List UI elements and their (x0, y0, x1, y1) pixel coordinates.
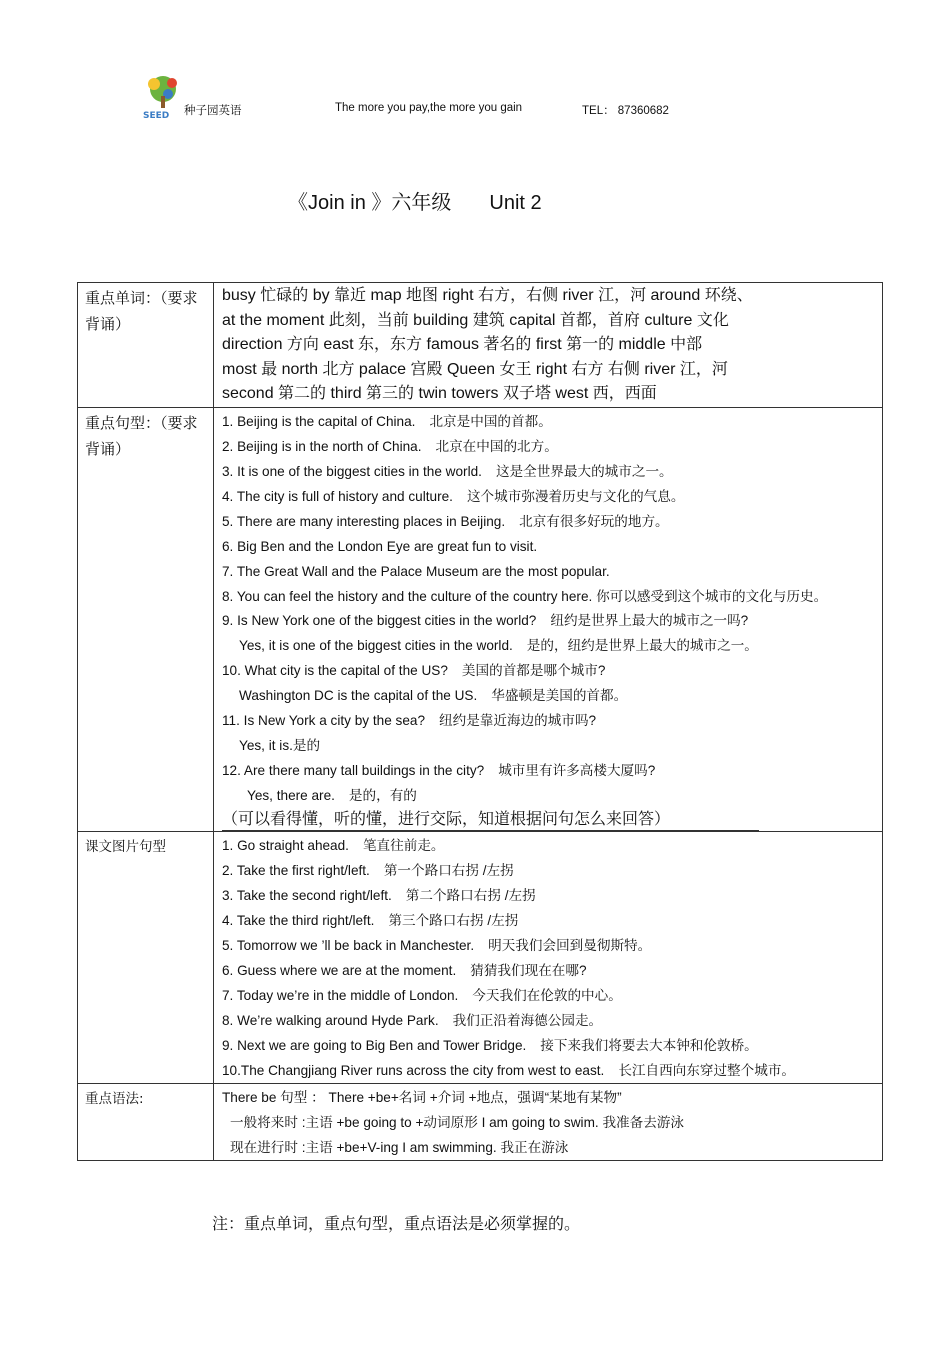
page-header (142, 72, 842, 120)
question-item: 12. Are there many tall buildings in the city? 城市里有许多高楼大厦吗? (222, 762, 656, 778)
picture-sentence: 10.The Changjiang River runs across the city from west to east. 长江自西向东穿过整个城市。 (222, 1062, 796, 1078)
grammar-line: 一般将来时 :主语 +be going to +动词原形 I am going to swim. 我准备去游泳 (230, 1114, 685, 1130)
vocab-line: at the moment 此刻，当前 building 建筑 capital 首都，首府 culture 文化 (222, 311, 729, 329)
sentence-item: 1. Beijing is the capital of China. 北京是中国的首都。 (222, 413, 552, 429)
vocab-label: 重点单词：（要求背诵） (78, 283, 214, 408)
sentence-item: 5. There are many interesting places in Beijing. 北京有很多好玩的地方。 (222, 513, 669, 529)
page-title (288, 186, 542, 215)
sentence-item: 4. The city is full of history and culture. 这个城市弥漫着历史与文化的气息。 (222, 488, 685, 504)
footnote: 注：重点单词，重点句型，重点语法是必须掌握的。 (212, 1214, 581, 1233)
vocab-line: busy 忙碌的 by 靠近 map 地图 right 右方，右侧 river 江，河 around 环绕、 (222, 287, 753, 304)
grammar-content (214, 1083, 883, 1160)
book-title: 《Join in 》六年级 (288, 192, 452, 214)
usage-note: （可以看得懂，听的懂，进行交际，知道根据问句怎么来回答） (222, 808, 759, 831)
vocab-line: second 第二的 third 第三的 twin towers 双子塔 west 西，西面 (222, 385, 657, 403)
telephone: TEL： 87360682 (582, 105, 669, 117)
pictures-row (78, 831, 883, 1083)
sentences-row (78, 407, 883, 831)
vocab-content (214, 283, 883, 408)
sentence-item: 3. It is one of the biggest cities in the world. 这是全世界最大的城市之一。 (222, 463, 673, 479)
pictures-label: 课文图片句型 (78, 831, 214, 1083)
sentence-item: 7. The Great Wall and the Palace Museum are the most popular. (222, 563, 610, 579)
picture-sentence: 7. Today we’re in the middle of London. 今天我们在伦敦的中心。 (222, 987, 622, 1003)
picture-sentence: 1. Go straight ahead. 笔直往前走。 (222, 837, 445, 853)
vocab-row (78, 283, 883, 408)
grammar-row (78, 1083, 883, 1160)
sentence-item: 8. You can feel the history and the culture of the country here. 你可以感受到这个城市的文化与历史。 (222, 588, 828, 604)
vocab-line: direction 方向 east 东，东方 famous 著名的 first 第一的 middle 中部 (222, 336, 703, 354)
picture-sentence: 8. We’re walking around Hyde Park. 我们正沿着海德公园走。 (222, 1012, 603, 1028)
picture-sentence: 6. Guess where we are at the moment. 猜猜我们现在在哪? (222, 962, 587, 978)
question-item: 9. Is New York one of the biggest cities in the world? 纽约是世界上最大的城市之一吗? (222, 612, 749, 628)
vocab-line: most 最 north 北方 palace 宫殿 Queen 女王 right 右方 右侧 river 江，河 (222, 360, 728, 378)
sentences-content (214, 407, 883, 831)
grammar-line: 现在进行时 :主语 +be+V-ing I am swimming. 我正在游泳 (230, 1139, 569, 1155)
answer-item: Washington DC is the capital of the US. 华盛顿是美国的首都。 (239, 687, 628, 703)
picture-sentence: 3. Take the second right/left. 第二个路口右拐 /左拐 (222, 887, 536, 903)
school-name: 种子园英语 (184, 103, 242, 117)
unit-title: Unit 2 (489, 192, 542, 214)
sentence-item: 2. Beijing is in the north of China. 北京在中国的北方。 (222, 438, 558, 454)
sentences-label: 重点句型：（要求背诵） (78, 407, 214, 831)
answer-item: Yes, there are. 是的，有的 (247, 787, 417, 803)
grammar-line: There be 句型 ： There +be+名词 +介词 +地点，强调“某地有某物” (222, 1089, 622, 1105)
picture-sentence: 4. Take the third right/left. 第三个路口右拐 /左拐 (222, 912, 519, 928)
study-table (77, 282, 883, 1161)
grammar-label: 重点语法: (78, 1083, 214, 1160)
question-item: 11. Is New York a city by the sea? 纽约是靠近海边的城市吗? (222, 712, 597, 728)
picture-sentence: 5. Tomorrow we ’ll be back in Manchester. 明天我们会回到曼彻斯特。 (222, 937, 652, 953)
answer-item: Yes, it is.是的 (239, 737, 321, 753)
sentence-item: 6. Big Ben and the London Eye are great fun to visit. (222, 538, 538, 554)
picture-sentence: 2. Take the first right/left. 第一个路口右拐 /左拐 (222, 862, 514, 878)
svg-text:SEED: SEED (143, 111, 170, 120)
motto: The more you pay,the more you gain (335, 102, 523, 114)
answer-item: Yes, it is one of the biggest cities in the world. 是的，纽约是世界上最大的城市之一。 (239, 637, 758, 653)
seed-logo-icon (142, 72, 184, 120)
question-item: 10. What city is the capital of the US? 美国的首都是哪个城市? (222, 662, 606, 678)
pictures-content (214, 831, 883, 1083)
picture-sentence: 9. Next we are going to Big Ben and Tower Bridge. 接下来我们将要去大本钟和伦敦桥。 (222, 1037, 758, 1053)
